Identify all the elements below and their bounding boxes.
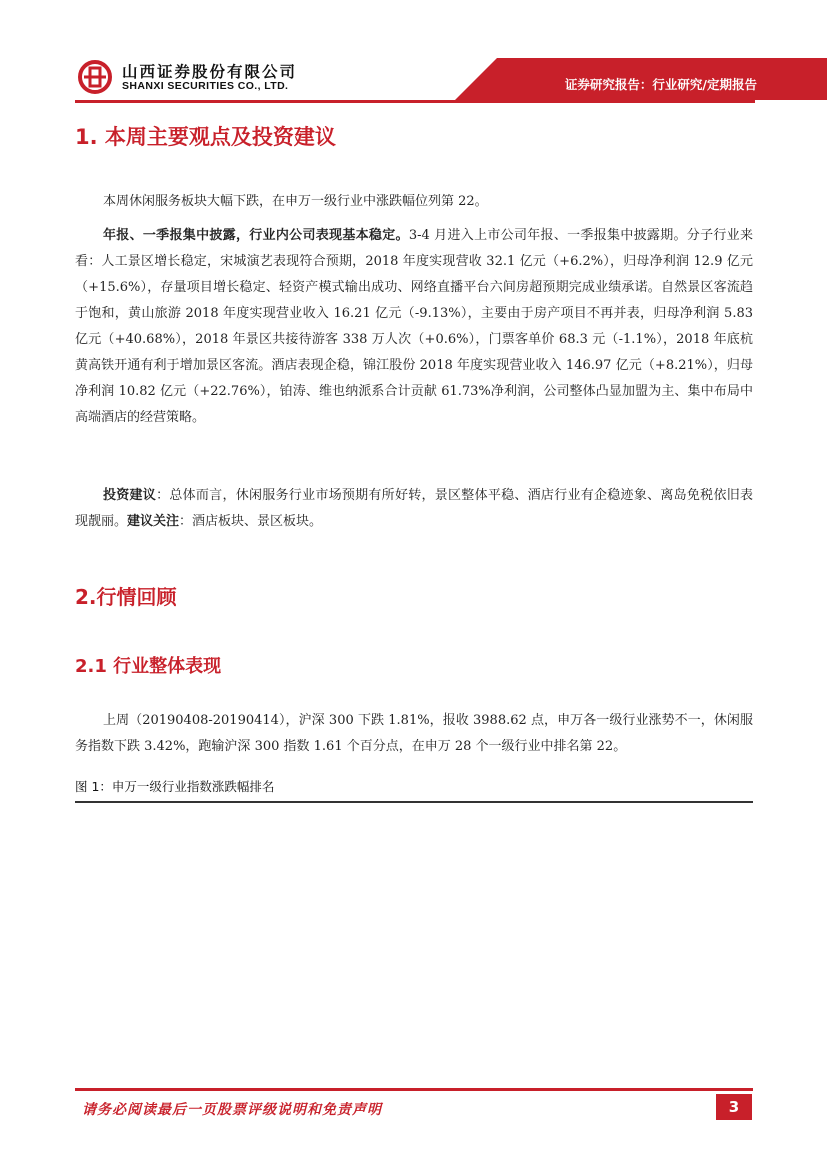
section-1-paragraph-1: 本周休闲服务板块大幅下跌，在申万一级行业中涨跌幅位列第 22。 [103,194,488,209]
footer-divider [75,1088,753,1091]
paragraph-2-lead: 年报、一季报集中披露，行业内公司表现基本稳定。 [103,228,409,243]
recommendation-text: ：酒店板块、景区板块。 [179,514,323,529]
report-type-tag: 证券研究报告：行业研究/定期报告 [564,77,757,92]
page-number: 3 [716,1094,752,1120]
header-red-band [0,0,827,110]
company-logo-icon [78,60,112,94]
investment-advice-label: 投资建议 [103,488,157,503]
header-divider [75,100,755,103]
investment-advice-text: ：总体而言，休闲服务行业市场预期有所好转，景区整体平稳、酒店行业有企稳迹象、离岛免税依旧表现靓丽。 [75,488,753,529]
section-2-1-title: 2.1 行业整体表现 [75,656,222,677]
section-1-title: 1. 本周主要观点及投资建议 [75,125,336,149]
figure-1-caption: 图 1：申万一级行业指数涨跌幅排名 [75,779,275,794]
page-header [0,0,827,110]
section-2-title: 2.行情回顾 [75,585,177,609]
footer-disclaimer: 请务必阅读最后一页股票评级说明和免责声明 [82,1102,382,1118]
figure-1-divider [75,801,753,803]
company-name-cn: 山西证券股份有限公司 [122,63,298,81]
section-1-paragraph-2 [75,223,753,431]
company-name-en: SHANXI SECURITIES CO., LTD. [122,80,289,92]
section-2-paragraph-1: 上周（20190408-20190414），沪深 300 下跌 1.81%，报收 3988.62 点，申万各一级行业涨势不一，休闲服务指数下跌 3.42%，跑输沪深 300 指数 1.61 个百分点，在申万 28 个一级行业中排名第 22。 [75,713,753,754]
recommendation-label: 建议关注 [127,514,180,529]
paragraph-2-body: 3-4 月进入上市公司年报、一季报集中披露期。分子行业来看：人工景区增长稳定，宋城演艺表现符合预期，2018 年度实现营收 32.1 亿元（+6.2%），归母净利润 12.9 亿元（+15.6%），存量项目增长稳定、轻资产模式输出成功、网络直播平台六间房超预期完成业绩承诺。自然景区客流趋于饱和，黄山旅游 2018 年度实现营业收入 16.21 亿元（-9.13%），主要由于房产项目不再并表，归母净利润 5.83 亿元（+40.68%），2018 年景区共接待游客 338 万人次（+0.6%），门票客单价 68.3 元（-1.1%），2018 年底杭黄高铁开通有利于增加景区客流。酒店表现企稳，锦江股份 2018 年度实现营业收入 146.97 亿元（+8.21%），归母净利润 10.82 亿元（+22.76%），铂涛、维也纳派系合计贡献 61.73%净利润，公司整体凸显加盟为主、集中布局中高端酒店的经营策略。 [75,228,753,425]
section-1-paragraph-3 [75,483,753,535]
